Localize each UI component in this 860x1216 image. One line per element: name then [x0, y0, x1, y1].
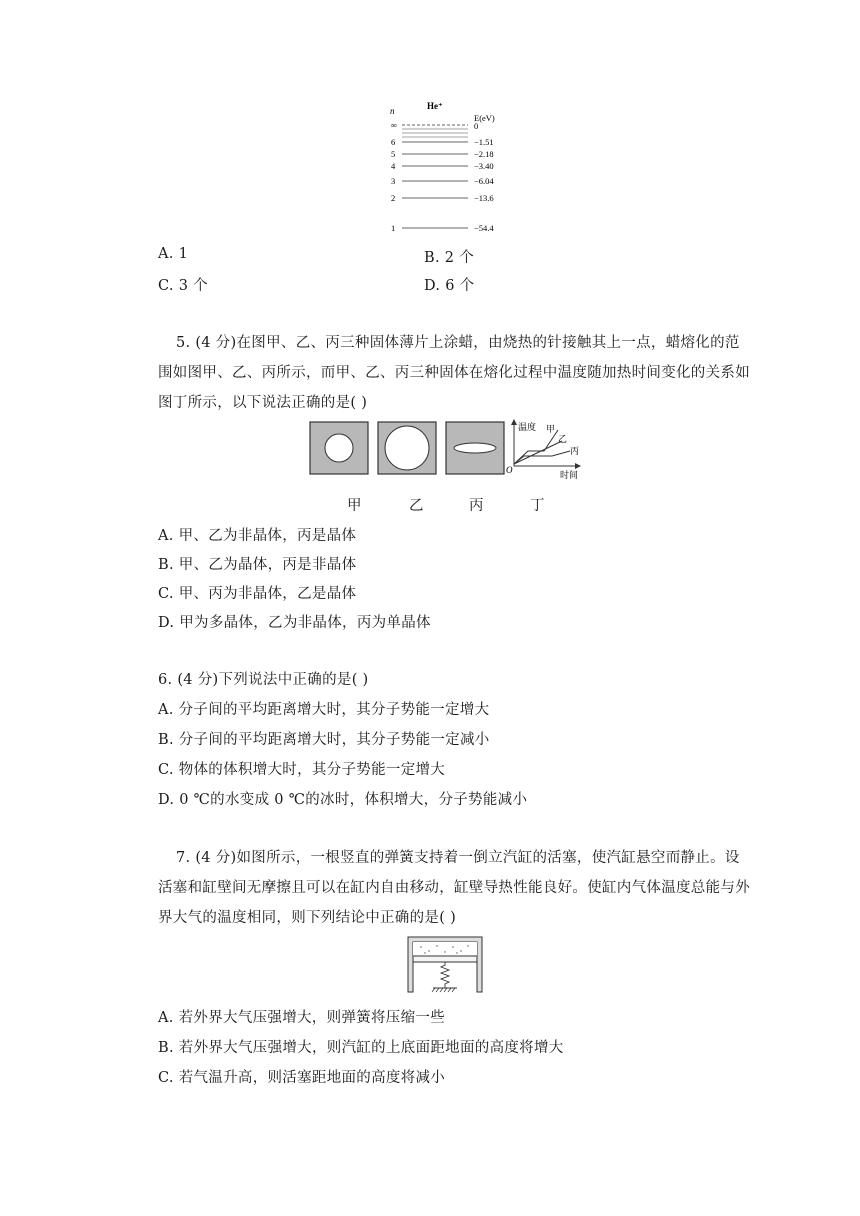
plate-yi-melt-region [385, 426, 429, 470]
curve-label-jia: 甲 [546, 424, 556, 434]
energy-levels [391, 120, 494, 233]
curve-label-bing: 丙 [570, 446, 580, 456]
q7-stem-line2: 活塞和缸壁间无摩擦且可以在缸内自由移动，缸壁导热性能良好。使缸内气体温度总能与外 [158, 880, 750, 896]
figure-label-bing: 丙 [469, 498, 484, 514]
q5-option-b: B. 甲、乙为晶体，丙是非晶体 [158, 557, 357, 573]
q5-figure [308, 418, 588, 488]
level-n-label-6: 1 [391, 223, 396, 233]
q5-option-d: D. 甲为多晶体，乙为非晶体，丙为单晶体 [158, 615, 431, 631]
q5-stem-line3: 图丁所示，以下说法正确的是( ) [158, 395, 368, 411]
level-energy-label-2: −2.18 [474, 149, 494, 159]
n-label: n [390, 106, 395, 116]
q6-option-b: B. 分子间的平均距离增大时，其分子势能一定减小 [158, 732, 490, 748]
q4-option-d: D. 6 个 [424, 278, 475, 294]
level-energy-label-5: −13.6 [474, 193, 494, 203]
plate-jia-melt-region [325, 434, 353, 462]
q4-option-c: C. 3 个 [158, 278, 208, 294]
piston [413, 956, 477, 962]
level-energy-label-0: 0 [474, 121, 479, 131]
q5-option-a: A. 甲、乙为非晶体，丙是晶体 [158, 528, 357, 544]
q4-option-a: A. 1 [158, 246, 189, 262]
cylinder-spring-figure [405, 934, 485, 996]
graph-origin: O [506, 465, 513, 475]
q6-option-d: D. 0 ℃的水变成 0 ℃的冰时，体积增大，分子势能减小 [158, 792, 528, 808]
energy-unit-label: E(eV) [474, 113, 495, 123]
q5-stem-line1: 5. (4 分)在图甲、乙、丙三种固体薄片上涂蜡，由烧热的针接触其上一点，蜡熔化的范 [176, 335, 740, 351]
q4-option-b: B. 2 个 [424, 250, 475, 266]
spring [441, 962, 449, 988]
energy-level-diagram [380, 98, 510, 238]
curve-label-yi: 乙 [558, 434, 568, 444]
q7-option-b: B. 若外界大气压强增大，则汽缸的上底面距地面的高度将增大 [158, 1040, 564, 1056]
temperature-time-graph [506, 419, 581, 480]
q7-option-a: A. 若外界大气压强增大，则弹簧将压缩一些 [158, 1010, 445, 1026]
figure-label-ding: 丁 [530, 498, 545, 514]
figure-label-jia: 甲 [347, 498, 362, 514]
level-energy-label-4: −6.04 [474, 176, 494, 186]
plate-bing-melt-region [454, 443, 496, 453]
level-energy-label-1: −1.51 [474, 137, 494, 147]
level-energy-label-3: −3.40 [474, 161, 494, 171]
curve-bing [514, 451, 570, 464]
q7-stem-line1: 7. (4 分)如图所示，一根竖直的弹簧支持着一倒立汽缸的活塞，使汽缸悬空而静止。设 [176, 850, 740, 866]
figure-label-yi: 乙 [409, 498, 424, 514]
level-n-label-4: 3 [391, 176, 396, 186]
level-n-label-3: 4 [391, 161, 396, 171]
q5-option-c: C. 甲、丙为非晶体，乙是晶体 [158, 586, 357, 602]
q6-option-c: C. 物体的体积增大时，其分子势能一定增大 [158, 762, 446, 778]
q7-option-c: C. 若气温升高，则活塞距地面的高度将减小 [158, 1070, 446, 1086]
level-n-label-2: 5 [391, 149, 396, 159]
level-energy-label-6: −54.4 [474, 223, 494, 233]
level-n-label-0: ∞ [391, 120, 398, 130]
curve-yi [514, 441, 562, 464]
graph-ylabel: 温度 [518, 422, 537, 432]
level-n-label-5: 2 [391, 193, 396, 203]
q6-stem: 6. (4 分)下列说法中正确的是( ) [158, 672, 369, 688]
graph-xlabel: 时间 [560, 470, 579, 480]
ion-label: He⁺ [427, 101, 443, 111]
q6-option-a: A. 分子间的平均距离增大时，其分子势能一定增大 [158, 702, 490, 718]
q5-stem-line2: 围如图甲、乙、丙所示，而甲、乙、丙三种固体在熔化过程中温度随加热时间变化的关系如 [158, 365, 750, 381]
level-n-label-1: 6 [391, 137, 396, 147]
q7-stem-line3: 界大气的温度相同，则下列结论中正确的是( ) [158, 910, 457, 926]
